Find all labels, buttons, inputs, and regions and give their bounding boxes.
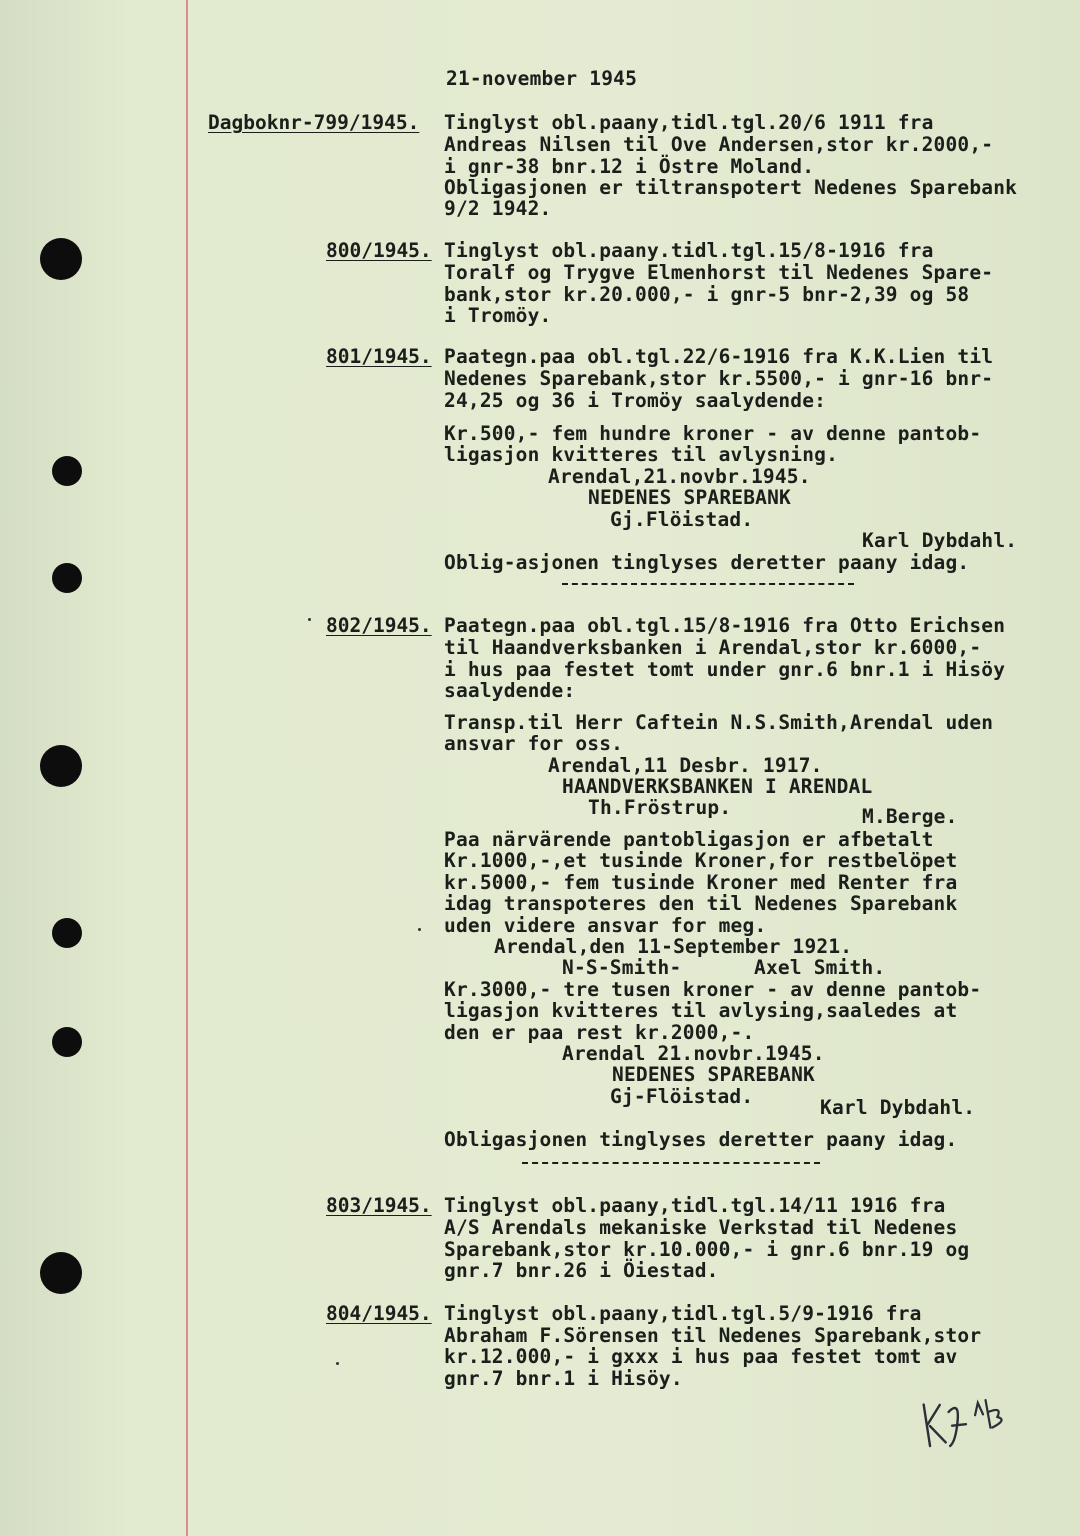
ink-speck: [336, 1362, 339, 1365]
entry-text-line: i gnr-38 bnr.12 i Östre Moland.: [444, 155, 815, 178]
entry-text-line: M.Berge.: [862, 805, 958, 828]
entry-text-line: bank,stor kr.20.000,- i gnr-5 bnr-2,39 og 58: [444, 283, 970, 306]
entry-text-line: idag transpoteres den til Nedenes Sparebank: [444, 892, 958, 915]
ink-speck: [308, 618, 311, 621]
entry-text-line: den er paa rest kr.2000,-.: [444, 1021, 755, 1044]
separator-rule: [562, 583, 854, 585]
entry-text-line: Paa närvärende pantobligasjon er afbetalt: [444, 828, 934, 851]
entry-text-line: Tinglyst obl.paany,tidl.tgl.5/9-1916 fra: [444, 1302, 922, 1325]
entry-text-line: A/S Arendals mekaniske Verkstad til Nedenes: [444, 1216, 958, 1239]
entry-text-line: kr.5000,- fem tusinde Kroner med Renter fra: [444, 871, 958, 894]
entry-text-line: HAANDVERKSBANKEN I ARENDAL: [562, 775, 873, 798]
entry-text-line: i hus paa festet tomt under gnr.6 bnr.1 i Hisöy: [444, 658, 1006, 681]
entry-number: Dagboknr-799/1945.: [208, 111, 420, 134]
binder-hole: [52, 918, 82, 948]
entry-number: 801/1945.: [326, 345, 432, 368]
entry-text-line: Sparebank,stor kr.10.000,- i gnr.6 bnr.19 og: [444, 1238, 970, 1261]
entry-text-line: 9/2 1942.: [444, 197, 552, 220]
entry-text-line: Arendal,den 11-September 1921.: [494, 935, 853, 958]
entry-text-line: NEDENES SPAREBANK: [588, 486, 791, 509]
entry-text-line: saalydende:: [444, 679, 576, 702]
entry-text-line: i Tromöy.: [444, 304, 552, 327]
entry-text-line: Th.Fröstrup.: [588, 796, 732, 819]
entry-text-line: Arendal,11 Desbr. 1917.: [548, 754, 823, 777]
entry-text-line: Obligasjonen tinglyses deretter paany idag.: [444, 1128, 958, 1151]
entry-text-line: Karl Dybdahl.: [820, 1096, 976, 1119]
entry-text-line: Tinglyst obl.paany,tidl.tgl.14/11 1916 fra: [444, 1194, 946, 1217]
entry-text-line: ligasjon kvitteres til avlysing,saaledes at: [444, 999, 958, 1022]
entry-text-line: ansvar for oss.: [444, 732, 624, 755]
entry-text-line: 24,25 og 36 i Tromöy saalydende:: [444, 389, 827, 412]
entry-text-line: Kr.3000,- tre tusen kroner - av denne pantob-: [444, 978, 982, 1001]
entry-text-line: til Haandverksbanken i Arendal,stor kr.6000,-: [444, 636, 982, 659]
entry-number: 800/1945.: [326, 239, 432, 262]
page-date: 21-november 1945: [446, 67, 638, 90]
entry-text-line: Toralf og Trygve Elmenhorst til Nedenes Spare-: [444, 261, 994, 284]
handwritten-initials: [915, 1385, 1022, 1464]
entry-text-line: Arendal,21.novbr.1945.: [548, 465, 811, 488]
separator-rule: [522, 1162, 820, 1164]
entry-number: 803/1945.: [326, 1194, 432, 1217]
entry-text-line: Obligasjonen er tiltranspotert Nedenes Sparebank: [444, 176, 1018, 199]
entry-text-line: Karl Dybdahl.: [862, 529, 1018, 552]
binder-hole: [52, 563, 82, 593]
entry-text-line: Gj-Flöistad.: [610, 1085, 754, 1108]
margin-rule: [186, 0, 188, 1536]
entry-text-line: Axel Smith.: [754, 956, 886, 979]
binder-hole: [52, 456, 82, 486]
entry-text-line: uden videre ansvar for meg.: [444, 914, 767, 937]
binder-hole: [40, 1252, 82, 1294]
binder-hole: [52, 1027, 82, 1057]
entry-text-line: Tinglyst obl.paany,tidl.tgl.20/6 1911 fra: [444, 111, 934, 134]
entry-text-line: gnr.7 bnr.1 i Hisöy.: [444, 1367, 683, 1390]
binder-hole: [40, 238, 82, 280]
entry-number: 802/1945.: [326, 614, 432, 637]
entry-text-line: ligasjon kvitteres til avlysning.: [444, 443, 839, 466]
entry-text-line: Gj.Flöistad.: [610, 508, 754, 531]
entry-text-line: Abraham F.Sörensen til Nedenes Sparebank,stor: [444, 1324, 982, 1347]
entry-text-line: NEDENES SPAREBANK: [612, 1063, 815, 1086]
binder-hole: [40, 745, 82, 787]
entry-text-line: N-S-Smith-: [562, 956, 682, 979]
entry-text-line: Paategn.paa obl.tgl.22/6-1916 fra K.K.Lien til: [444, 345, 994, 368]
entry-text-line: Paategn.paa obl.tgl.15/8-1916 fra Otto Erichsen: [444, 614, 1006, 637]
ink-speck: [418, 928, 421, 931]
entry-text-line: Arendal 21.novbr.1945.: [562, 1042, 825, 1065]
entry-text-line: kr.12.000,- i gxxx i hus paa festet tomt av: [444, 1345, 958, 1368]
entry-text-line: Kr.500,- fem hundre kroner - av denne pantob-: [444, 422, 982, 445]
entry-text-line: gnr.7 bnr.26 i Öiestad.: [444, 1259, 719, 1282]
entry-text-line: Nedenes Sparebank,stor kr.5500,- i gnr-16 bnr-: [444, 367, 994, 390]
entry-text-line: Tinglyst obl.paany.tidl.tgl.15/8-1916 fra: [444, 239, 934, 262]
entry-text-line: Transp.til Herr Caftein N.S.Smith,Arendal uden: [444, 711, 994, 734]
entry-number: 804/1945.: [326, 1302, 432, 1325]
entry-text-line: Andreas Nilsen til Ove Andersen,stor kr.2000,-: [444, 133, 994, 156]
entry-text-line: Kr.1000,-,et tusinde Kroner,for restbelöpet: [444, 849, 958, 872]
entry-text-line: Oblig-asjonen tinglyses deretter paany idag.: [444, 551, 970, 574]
